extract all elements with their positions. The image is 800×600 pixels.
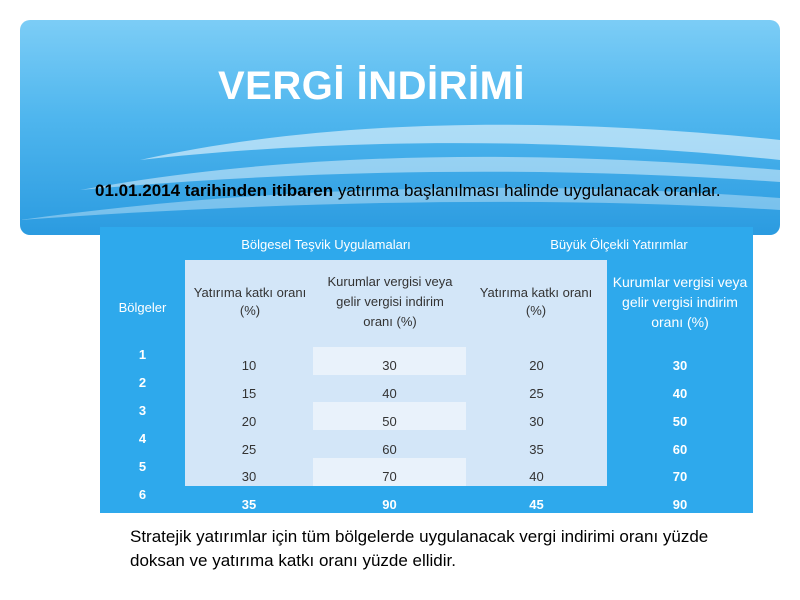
table-cell: 50: [382, 413, 397, 429]
region-number: 4: [138, 430, 147, 446]
table-cell: 70: [382, 468, 397, 484]
table-cell: 25: [529, 385, 544, 401]
table-cell: 90: [672, 496, 688, 512]
subheader-large-investment-contribution: Yatırıma katkı oranı (%): [479, 285, 593, 318]
regions-header: Bölgeler: [118, 299, 167, 315]
page-title: VERGİ İNDİRİMİ: [218, 64, 526, 108]
region-number: 6: [138, 486, 147, 502]
table-cell: 25: [241, 441, 257, 457]
table-cell: 60: [382, 441, 397, 457]
table-cell: 30: [382, 357, 397, 373]
wave-decoration: [20, 20, 780, 235]
table-cell: 10: [241, 357, 257, 373]
intro-date: 01.01.2014 tarihinden itibaren: [95, 181, 334, 200]
table-cell: 30: [529, 413, 544, 429]
table-cell: 40: [672, 385, 688, 401]
table-cell: 70: [672, 468, 688, 484]
table-cell: 40: [529, 468, 544, 484]
intro-text: [95, 180, 765, 202]
table-cell: 50: [672, 413, 688, 429]
region-number: 2: [138, 374, 147, 390]
table-cell: 20: [529, 357, 544, 373]
region-number: 1: [138, 346, 147, 362]
table-cell: 30: [672, 357, 688, 373]
region-number: 3: [138, 402, 147, 418]
table-cell: 90: [382, 496, 397, 512]
footer-note: Stratejik yatırımlar için tüm bölgelerde uygulanacak vergi indirimi oranı yüzde doksan ve yatırıma katkı oranı yüzde ellidir.: [130, 527, 709, 570]
table-cell: 35: [241, 496, 257, 512]
table-cell: 45: [529, 496, 544, 512]
intro-rest: yatırıma başlanılması halinde uygulanacak oranlar.: [333, 181, 721, 200]
subheader-tax-reduction: Kurumlar vergisi veya gelir vergisi indirim oranı (%): [327, 274, 453, 329]
table-cell: 20: [241, 413, 257, 429]
subheader-investment-contribution: Yatırıma katkı oranı (%): [193, 285, 307, 318]
tax-rate-table: [100, 227, 753, 513]
title-banner: [20, 20, 780, 235]
table-cell: 30: [241, 468, 257, 484]
region-number: 5: [138, 458, 147, 474]
subheader-large-tax-reduction: Kurumlar vergisi veya gelir vergisi indirim oranı (%): [612, 274, 748, 330]
table-cell: 15: [241, 385, 257, 401]
table-cell: 35: [529, 441, 544, 457]
group-header-regional: Bölgesel Teşvik Uygulamaları: [241, 236, 411, 252]
table-cell: 40: [382, 385, 397, 401]
group-header-large-scale: Büyük Ölçekli Yatırımlar: [550, 236, 688, 252]
table-cell: 60: [672, 441, 688, 457]
